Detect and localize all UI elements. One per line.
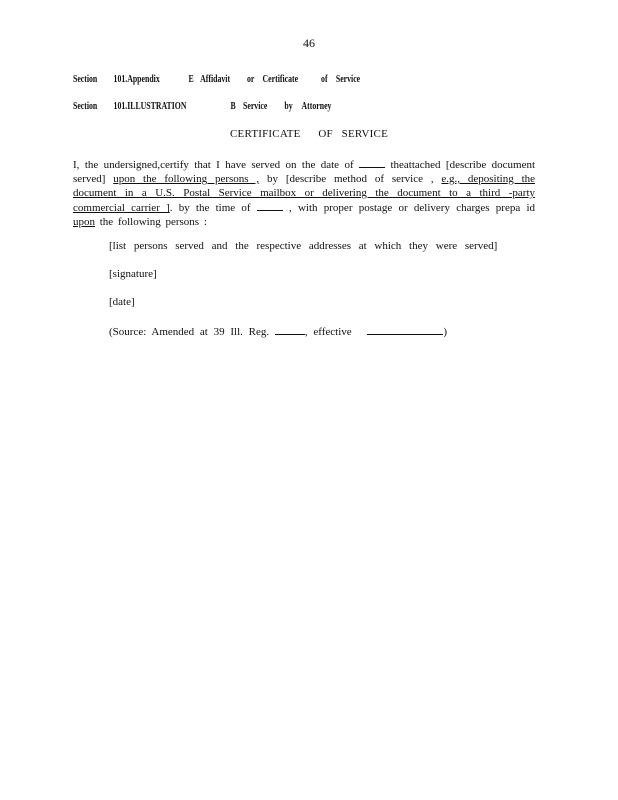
date-line: [date]: [109, 296, 135, 308]
source-note: [109, 324, 447, 338]
certificate-paragraph: [73, 157, 535, 229]
page-number: 46: [303, 36, 315, 50]
section-word: by: [284, 101, 293, 112]
certificate-title: [0, 128, 618, 140]
para-text: , with proper postage or delivery charges prepa id: [289, 202, 536, 214]
source-text: , effective: [304, 326, 352, 338]
section-number: 101.ILLUSTRATION: [113, 101, 187, 112]
section-label: Section: [73, 74, 98, 85]
section-number: 101.Appendix: [113, 74, 160, 85]
para-text: theattached [describe document served]: [73, 159, 536, 185]
date-blank: [359, 157, 385, 168]
register-blank: [275, 324, 305, 335]
section-word: Certificate: [262, 74, 299, 85]
para-text: the following persons :: [99, 216, 207, 228]
section-label: Section: [73, 101, 98, 112]
time-blank: [257, 200, 283, 211]
appendix-letter: E: [188, 74, 194, 85]
section-word: of: [321, 74, 328, 85]
title-word: SERVICE: [341, 128, 388, 140]
para-text: by [describe method of service ,: [267, 173, 434, 185]
section-word: Service: [335, 74, 361, 85]
section-word: Attorney: [301, 101, 332, 112]
para-underlined: upon the following persons ,: [113, 173, 260, 185]
signature-line: [signature]: [109, 268, 157, 280]
effective-blank: [367, 324, 443, 335]
illustration-letter: B: [230, 101, 236, 112]
section-word: or: [246, 74, 255, 85]
section-word: Affidavit: [200, 74, 231, 85]
para-text: I, the undersigned,certify that I have served on the date of: [73, 159, 354, 171]
list-persons-line: [list persons served and the respective addresses at which they were served]: [109, 240, 498, 252]
source-text: ): [443, 326, 448, 338]
source-text: (Source: Amended at 39 Ill. Reg.: [109, 326, 270, 338]
title-word: CERTIFICATE: [230, 128, 301, 140]
para-underlined: upon: [73, 216, 95, 228]
section-word: Service: [243, 101, 268, 112]
title-word: OF: [318, 128, 333, 140]
para-underlined: e.g., depositing the document in a U.S. Postal Service mailbox or delivering the document to a third -party commercial carrier ]: [73, 173, 536, 214]
para-text: . by the time of: [169, 202, 251, 214]
